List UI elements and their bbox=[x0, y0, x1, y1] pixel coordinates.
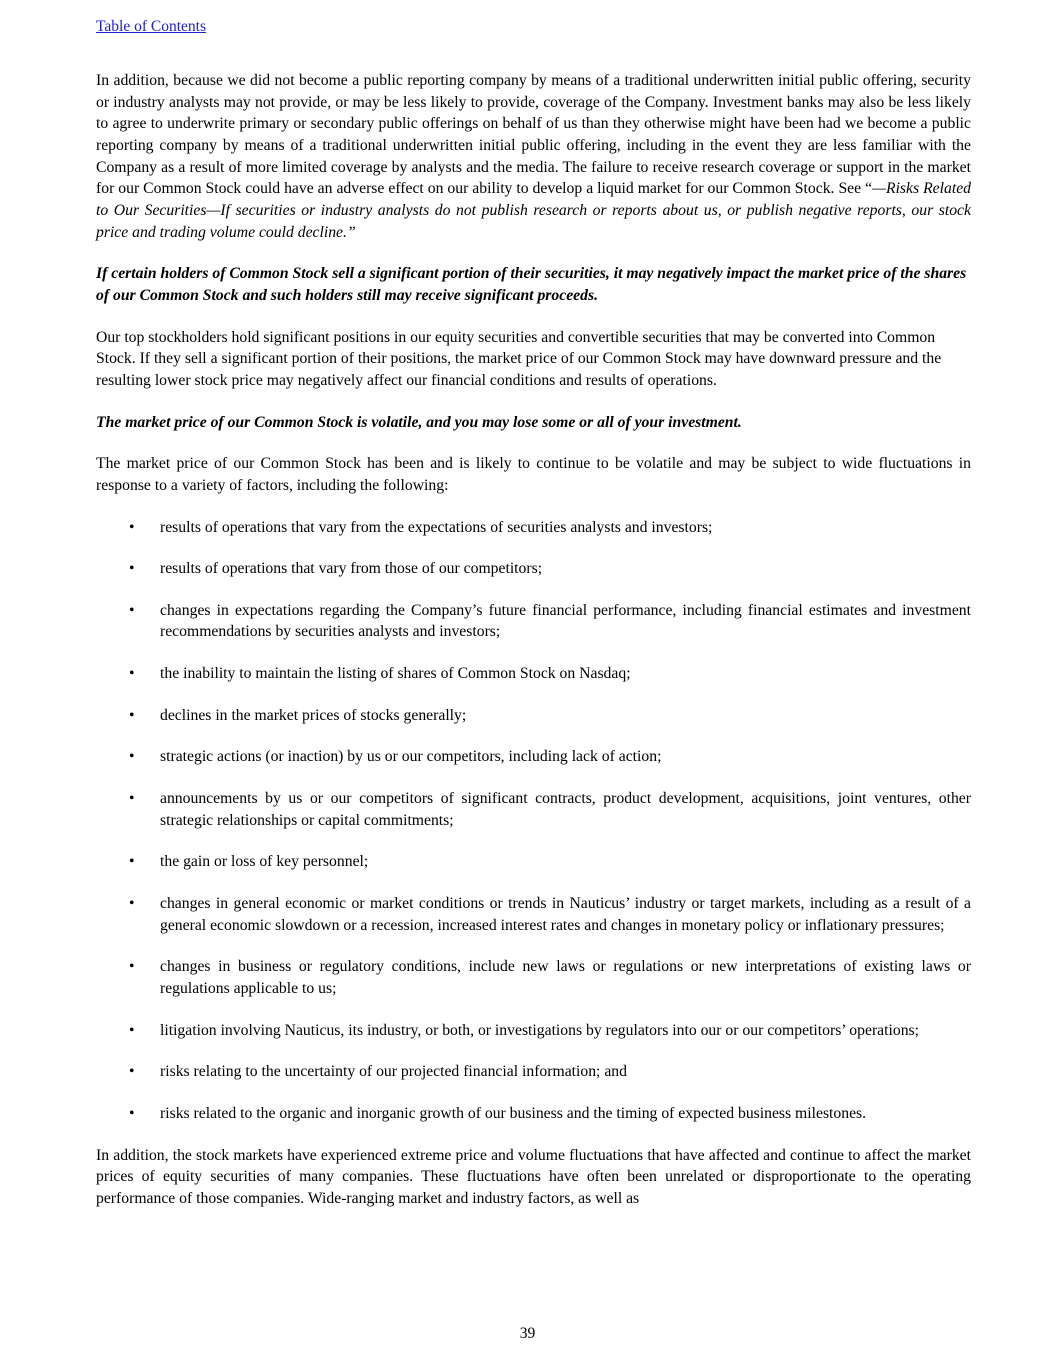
bullet-icon: • bbox=[129, 601, 135, 619]
list-item-text: the gain or loss of key personnel; bbox=[160, 853, 369, 871]
paragraph-text: In addition, because we did not become a public reporting company by means of a traditional underwritten initial public offering, security or industry analysts may not provide, or may be less likely to provide, coverage of the Company. Investment banks may also be less likely to agree to underwrite primary or secondary public offerings on behalf of us than they otherwise might have been had we become a public reporting company by means of a traditional underwritten initial public offering, including in the event they are less familiar with the Company as a result of more limited coverage by analysts and the media. The failure to receive research coverage or support in the market for our Common Stock could have an adverse effect on our ability to develop a liquid market for our Common Stock. See “ bbox=[96, 72, 971, 198]
page-number: 39 bbox=[519, 1325, 536, 1342]
list-item bbox=[96, 600, 971, 643]
bullet-icon: • bbox=[129, 560, 135, 578]
list-item-text: changes in business or regulatory conditions, include new laws or regulations or new interpretations of existing laws or regulations applicable to us; bbox=[160, 958, 971, 998]
paragraph-italic-reference: —Risks Related to Our Securities—If securities or industry analysts do not publish research or reports about us, or publish negative reports, our stock price and trading volume could decline.” bbox=[96, 180, 972, 241]
bullet-icon: • bbox=[129, 706, 135, 724]
list-item bbox=[96, 663, 971, 685]
bullet-icon: • bbox=[129, 853, 135, 871]
list-item bbox=[96, 746, 971, 768]
paragraph-stock-markets-fluctuations: In addition, the stock markets have experienced extreme price and volume fluctuations that have affected and continue to affect the market prices of equity securities of many companies. These fluctuations have often been unrelated or disproportionate to the operating performance of those companies. Wide-ranging market and industry factors, as well as bbox=[96, 1146, 971, 1207]
list-item-text: results of operations that vary from the expectations of securities analysts and investors; bbox=[160, 518, 713, 536]
list-item bbox=[96, 1061, 971, 1083]
table-of-contents-link[interactable]: Table of Contents bbox=[96, 18, 206, 35]
heading-price-volatile: The market price of our Common Stock is volatile, and you may lose some or all of your investment. bbox=[96, 413, 742, 431]
list-item bbox=[96, 1020, 971, 1042]
list-item bbox=[96, 558, 971, 580]
list-item bbox=[96, 705, 971, 727]
list-item bbox=[96, 851, 971, 873]
bullet-icon: • bbox=[129, 958, 135, 976]
paragraph-volatility-intro: The market price of our Common Stock has been and is likely to continue to be volatile and may be subject to wide fluctuations in response to a variety of factors, including the following: bbox=[96, 455, 971, 494]
bullet-icon: • bbox=[129, 1105, 135, 1122]
list-item-text: risks relating to the uncertainty of our projected financial information; and bbox=[160, 1063, 627, 1081]
list-item-text: risks related to the organic and inorganic growth of our business and the timing of expected business milestones. bbox=[160, 1105, 867, 1122]
list-item bbox=[96, 517, 971, 539]
bullet-icon: • bbox=[129, 790, 135, 808]
bullet-icon: • bbox=[129, 1021, 135, 1039]
bullet-icon: • bbox=[129, 665, 135, 683]
paragraph-analyst-coverage bbox=[96, 70, 971, 243]
bullet-icon: • bbox=[129, 1063, 135, 1081]
bullet-icon: • bbox=[129, 895, 135, 913]
list-item-text: changes in general economic or market conditions or trends in Nauticus’ industry or target markets, including as a result of a general economic slowdown or a recession, increased interest rates and changes in monetary policy or inflationary pressures; bbox=[160, 895, 971, 934]
bullet-icon: • bbox=[129, 748, 135, 766]
list-item bbox=[96, 788, 971, 831]
list-item bbox=[96, 893, 971, 936]
list-item-text: results of operations that vary from those of our competitors; bbox=[160, 560, 543, 578]
list-item bbox=[96, 1103, 971, 1125]
bullet-icon: • bbox=[129, 518, 135, 536]
heading-holders-sell: If certain holders of Common Stock sell a significant portion of their securities, it may negatively impact the market price of the shares of our Common Stock and such holders still may receive significant proceeds. bbox=[96, 265, 967, 304]
paragraph-top-stockholders: Our top stockholders hold significant positions in our equity securities and convertible securities that may be converted into Common Stock. If they sell a significant portion of their positions, the market price of our Common Stock may have downward pressure and the resulting lower stock price may negatively affect our financial conditions and results of operations. bbox=[96, 328, 942, 389]
list-item-text: litigation involving Nauticus, its industry, or both, or investigations by regulators into our or our competitors’ operations; bbox=[160, 1021, 919, 1039]
list-item-text: the inability to maintain the listing of shares of Common Stock on Nasdaq; bbox=[160, 665, 631, 683]
list-item bbox=[96, 956, 971, 999]
list-item-text: declines in the market prices of stocks generally; bbox=[160, 706, 467, 724]
list-item-text: strategic actions (or inaction) by us or our competitors, including lack of action; bbox=[160, 748, 662, 766]
volatility-factors-list bbox=[96, 517, 971, 1125]
list-item-text: announcements by us or our competitors of significant contracts, product development, acquisitions, joint ventures, other strategic relationships or capital commitments; bbox=[160, 790, 971, 829]
list-item-text: changes in expectations regarding the Company’s future financial performance, including financial estimates and investment recommendations by securities analysts and investors; bbox=[160, 601, 971, 641]
